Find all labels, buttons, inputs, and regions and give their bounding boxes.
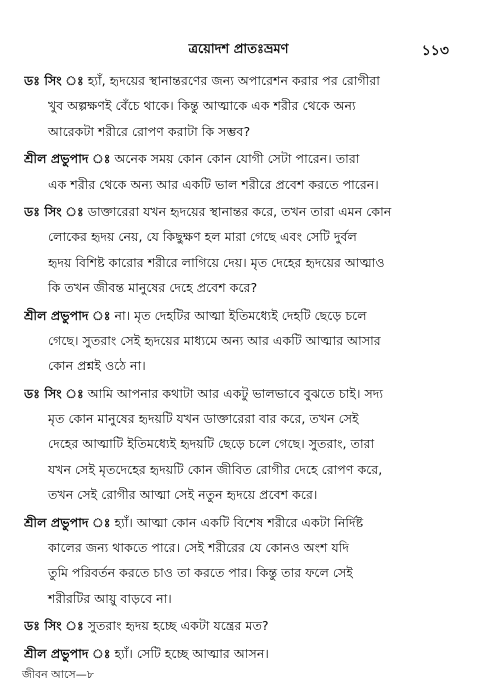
text-line: [24, 535, 455, 560]
text-line: [24, 250, 455, 275]
line-text: শরীরটির আয়ু বাড়বে না।: [48, 590, 172, 606]
text-line: [24, 199, 455, 224]
line-text: তুমি পরিবর্তন করতে চাও তা করতে পার। কিন্তু তার ফলে সেই: [48, 565, 353, 581]
text-line: [24, 146, 455, 171]
dialogue-paragraph: [24, 641, 455, 666]
line-text: হ্যাঁ। আত্মা কোন একটি বিশেষ শরীরে একটা নির্দিষ্ট: [114, 514, 364, 530]
dialogue-paragraph: [24, 199, 455, 301]
line-text: মৃত কোন মানুষের হৃদয়টি যখন ডাক্তারেরা বার করে, তখন সেই: [48, 411, 359, 427]
text-line: [24, 431, 455, 456]
text-line: [24, 119, 455, 144]
signature-mark: জীবন আসে—৮: [22, 668, 94, 681]
line-text: তখন সেই রোগীর আত্মা সেই নতুন হৃদয়ে প্রবেশ করে।: [48, 487, 318, 503]
text-line: [24, 93, 455, 118]
text-line: [24, 641, 455, 666]
text-line: [24, 224, 455, 249]
line-text: কোন প্রশ্নই ওঠে না।: [48, 358, 146, 374]
dialogue-paragraph: [24, 613, 455, 638]
speaker-label: ডঃ সিং ঃ: [24, 618, 84, 634]
text-line: [24, 303, 455, 328]
line-text: আমি আপনার কথাটা আর একটু ভালভাবে বুঝতে চাই। সদ্য: [87, 385, 384, 401]
line-text: কালের জন্য থাকতে পারে। সেই শরীরের যে কোনও অংশ যদি: [48, 540, 349, 556]
text-line: [24, 560, 455, 585]
text-line: [24, 406, 455, 431]
line-text: হ্যাঁ, হৃদয়ের স্থানান্তরণের জন্য অপারেশন করার পর রোগীরা: [87, 73, 380, 88]
text-line: [24, 328, 455, 353]
dialogue-paragraph: [24, 146, 455, 197]
page-header: [0, 38, 477, 60]
dialogue-body: [24, 68, 455, 668]
text-line: [24, 482, 455, 507]
text-line: [24, 457, 455, 482]
text-line: [24, 275, 455, 300]
line-text: গেছে। সুতরাং সেই হৃদয়ের মাধ্যমে অন্য আর একটি আত্মার আসার: [48, 332, 381, 348]
line-text: ডাক্তারেরা যখন হৃদয়ের স্থানান্তর করে, তখন তারা এমন কোন: [87, 203, 392, 219]
speaker-label: শ্রীল প্রভুপাদ ঃ: [24, 307, 111, 323]
line-text: না। মৃত দেহটির আত্মা ইতিমধ্যেই দেহটি ছেড়ে চলে: [114, 307, 367, 323]
dialogue-paragraph: [24, 68, 455, 144]
line-text: অনেক সময় কোন কোন যোগী সেটা পারেন। তারা: [114, 151, 360, 167]
text-line: [24, 353, 455, 378]
text-line: [24, 381, 455, 406]
speaker-label: ডঃ সিং ঃ: [24, 203, 84, 219]
dialogue-paragraph: [24, 381, 455, 508]
line-text: লোকের হৃদয় নেয়, যে কিছুক্ষণ হল মারা গেছে এবং সেটি দুর্বল: [48, 229, 357, 245]
speaker-label: শ্রীল প্রভুপাদ ঃ: [24, 514, 111, 530]
speaker-label: শ্রীল প্রভুপাদ ঃ: [24, 645, 111, 661]
running-title: ত্রয়োদশ প্রাতঃভ্রমণ: [188, 42, 289, 57]
speaker-label: ডঃ সিং ঃ: [24, 385, 84, 401]
text-line: [24, 68, 455, 93]
line-text: কি তখন জীবন্ত মানুষের দেহে প্রবেশ করে?: [48, 280, 258, 296]
speaker-label: শ্রীল প্রভুপাদ ঃ: [24, 151, 111, 167]
line-text: খুব অল্পক্ষণই বেঁচে থাকে। কিন্তু আত্মাকে এক শরীর থেকে অন্য: [48, 98, 356, 114]
text-line: [24, 613, 455, 638]
text-line: [24, 172, 455, 197]
text-line: [24, 586, 455, 611]
line-text: যখন সেই মৃতদেহের হৃদয়টি কোন জীবিত রোগীর দেহে রোপণ করে,: [48, 461, 383, 477]
line-text: আরেকটা শরীরে রোপণ করাটা কি সম্ভব?: [48, 123, 251, 139]
line-text: হ্যাঁ। সেটি হচ্ছে আত্মার আসন।: [114, 645, 269, 661]
line-text: হৃদয় বিশিষ্ট কারোর শরীরে লাগিয়ে দেয়। মৃত দেহের হৃদয়ের আত্মাও: [48, 254, 385, 270]
line-text: এক শরীর থেকে অন্য আর একটি ভাল শরীরে প্রবেশ করতে পারেন।: [48, 176, 379, 192]
line-text: সুতরাং হৃদয় হচ্ছে একটা যন্ত্রের মত?: [87, 618, 269, 634]
page-number: ১১৩: [421, 43, 449, 59]
text-line: [24, 510, 455, 535]
speaker-label: ডঃ সিং ঃ: [24, 73, 84, 88]
dialogue-paragraph: [24, 510, 455, 612]
line-text: দেহের আত্মাটি ইতিমধ্যেই হৃদয়টি ছেড়ে চলে গেছে। সুতরাং, তারা: [48, 436, 375, 452]
dialogue-paragraph: [24, 303, 455, 379]
